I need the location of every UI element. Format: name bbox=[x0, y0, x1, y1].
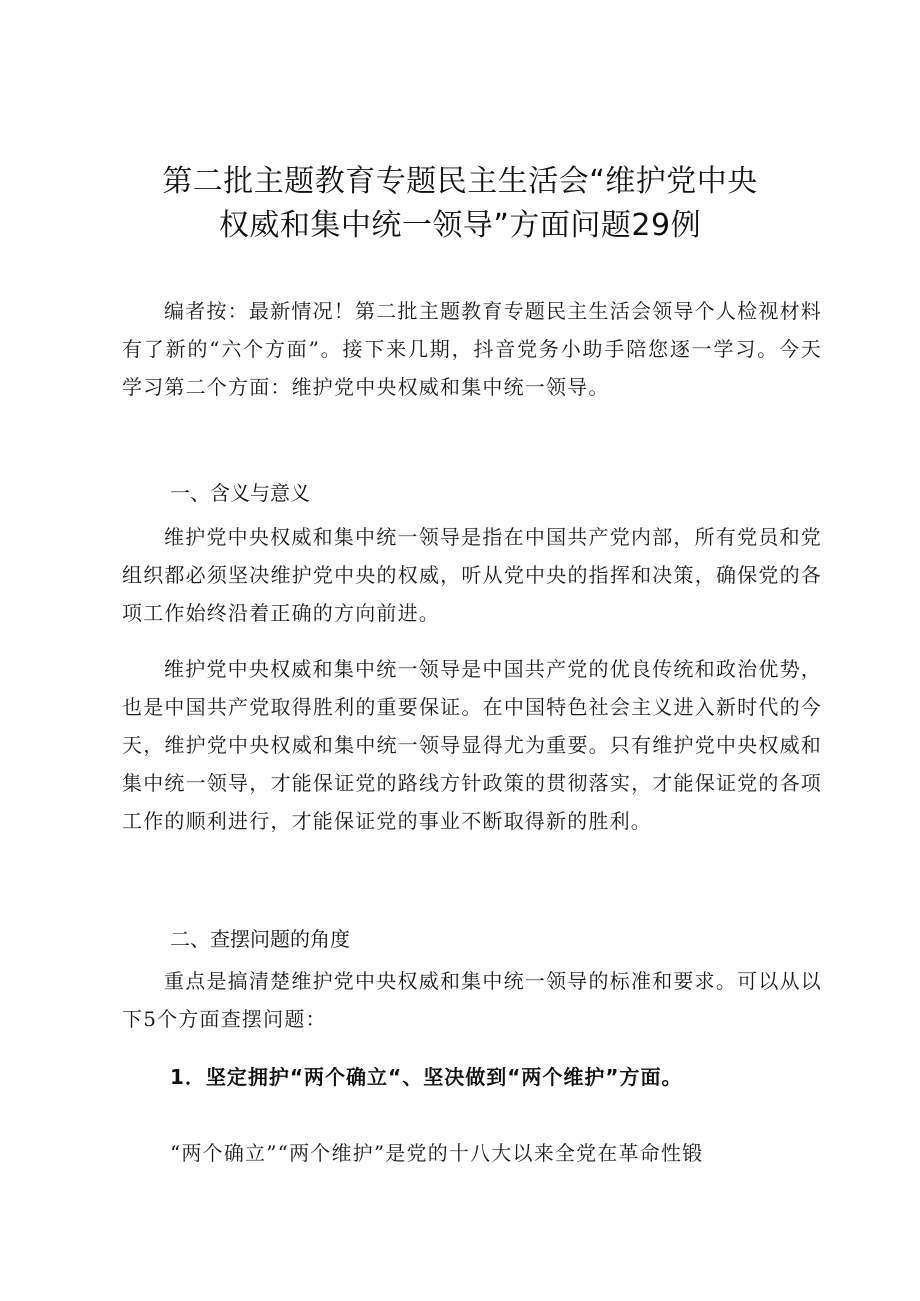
section-2-paragraph-1: 重点是搞清楚维护党中央权威和集中统一领导的标准和要求。可以从以下5个方面查摆问题： bbox=[122, 969, 822, 1031]
section-1-paragraph-2: 维护党中央权威和集中统一领导是中国共产党的优良传统和政治优势，也是中国共产党取得胜利的重要保证。在中国特色社会主义进入新时代的今天，维护党中央权威和集中统一领导显得尤为重要。只有维护党中央权威和集中统一领导，才能保证党的路线方针政策的贯彻落实，才能保证党的各项工作的顺利进行，才能保证党的事业不断取得新的胜利。 bbox=[122, 657, 822, 833]
section-1-paragraph-1: 维护党中央权威和集中统一领导是指在中国共产党内部，所有党员和党组织都必须坚决维护党中央的权威，听从党中央的指挥和决策，确保党的各项工作始终沿着正确的方向前进。 bbox=[122, 525, 822, 625]
editor-note: 编者按：最新情况！第二批主题教育专题民主生活会领导个人检视材料有了新的“六个方面”。接下来几期，抖音党务小助手陪您逐一学习。今天学习第二个方面：维护党中央权威和集中统一领导。 bbox=[122, 299, 822, 399]
section-heading-2: 二、查摆问题的角度 bbox=[170, 927, 350, 951]
document-title-line-2: 权威和集中统一领导”方面问题29例 bbox=[218, 208, 702, 243]
item-1-heading: 1．坚定拥护“两个确立“、坚决做到“两个维护”方面。 bbox=[170, 1065, 683, 1089]
section-heading-1: 一、含义与意义 bbox=[170, 481, 310, 505]
item-1-paragraph: “两个确立”“两个维护”是党的十八大以来全党在革命性锻 bbox=[170, 1141, 704, 1165]
document-title-line-1: 第二批主题教育专题民主生活会“维护党中央 bbox=[162, 164, 758, 199]
